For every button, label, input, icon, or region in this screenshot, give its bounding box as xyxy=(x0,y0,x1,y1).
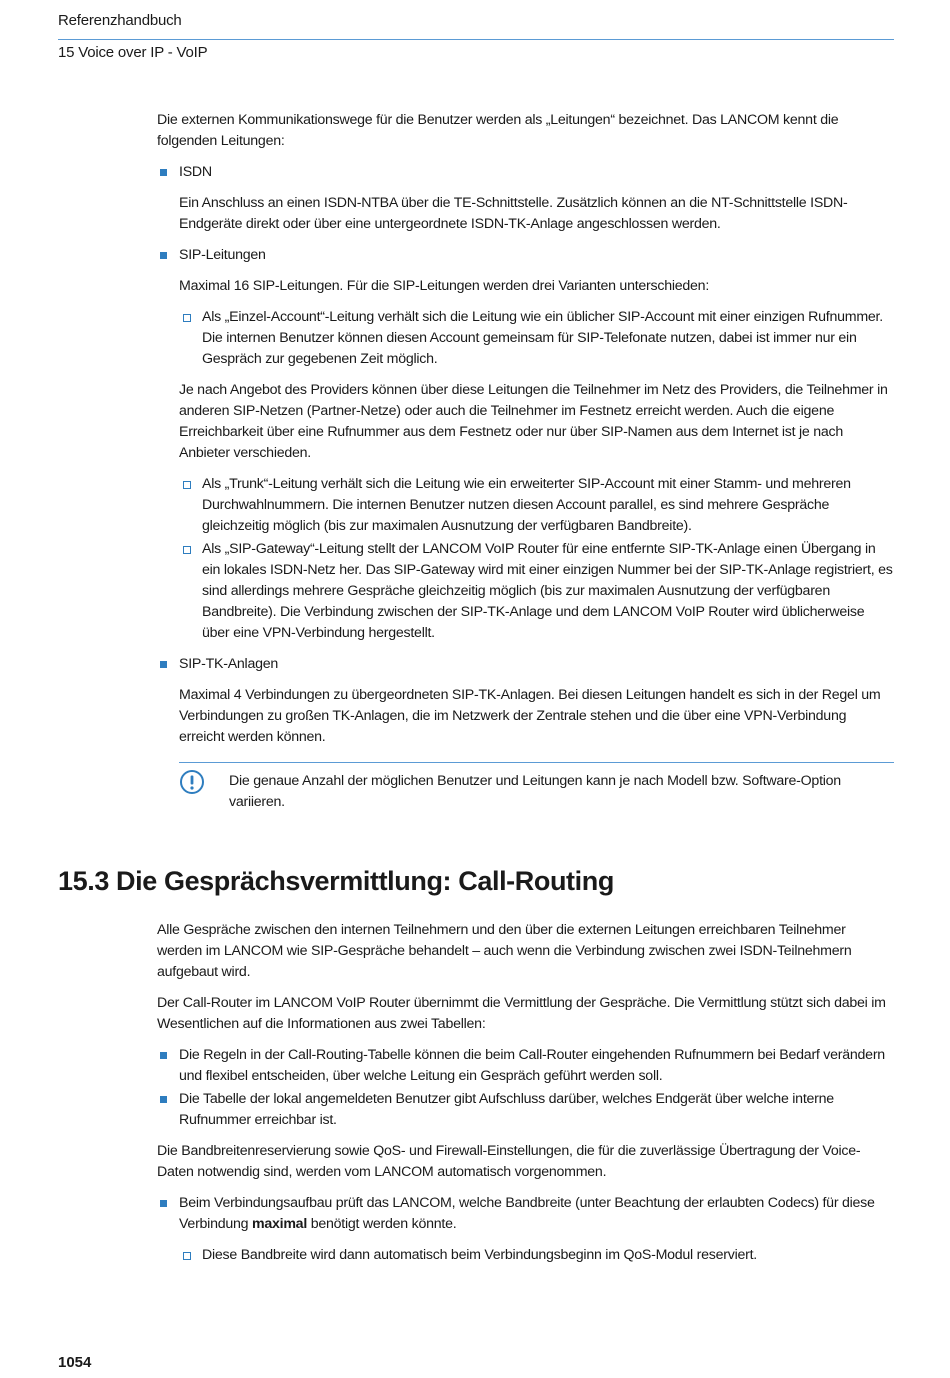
sip-title: SIP-Leitungen xyxy=(179,247,266,263)
list-item-isdn xyxy=(157,162,894,235)
header-rule xyxy=(58,39,894,40)
running-header-title: Referenzhandbuch xyxy=(58,12,182,29)
section-call-routing-body xyxy=(157,920,894,1276)
list-item-user-table: Die Tabelle der lokal angemeldeten Benutzer gibt Aufschluss darüber, welches Endgerät über welche interne Rufnummer erreichbar ist. xyxy=(157,1089,894,1131)
tables-list xyxy=(157,1045,894,1131)
list-item-bandwidth xyxy=(157,1193,894,1266)
list-item-sip xyxy=(157,245,894,644)
section-heading: 15.3 Die Gesprächsvermittlung: Call-Routing xyxy=(58,866,614,896)
info-exclamation-icon xyxy=(179,769,205,795)
intro-paragraph: Die externen Kommunikationswege für die Benutzer werden als „Leitungen“ bezeichnet. Das LANCOM kennt die folgenden Leitungen: xyxy=(157,112,839,149)
sip-variants-list-b xyxy=(179,474,894,644)
bandwidth-text-start: Beim Verbindungsaufbau prüft das LANCOM, welche Bandbreite (unter Beachtung der erlaubten Codecs) für diese Verbindung xyxy=(179,1195,875,1232)
section-lines-body xyxy=(157,110,894,813)
sip-tk-description: Maximal 4 Verbindungen zu übergeordneten SIP-TK-Anlagen. Bei diesen Leitungen handelt es sich in der Regel um Verbindungen zu großen TK-Anlagen, die im Netzwerk der Zentrale stehen und die über eine VPN-Verbindung erreicht werden können. xyxy=(179,687,881,745)
sip-variant-trunk: Als „Trunk“-Leitung verhält sich die Leitung wie ein erweiterter SIP-Account mit einer Stamm- und mehreren Durchwahlnummern. Die internen Benutzer nutzen diesen Account parallel, es sind mehrere Gespräche gleichzeitig möglich (bis zur maximalen Ausnutzung der verfügbaren Bandbreite). xyxy=(179,474,894,537)
list-item-sip-tk xyxy=(157,654,894,748)
bandwidth-text-end: benötigt werden könnte. xyxy=(307,1216,457,1232)
note-box xyxy=(179,762,894,813)
call-routing-paragraph-1: Alle Gespräche zwischen den internen Teilnehmern und den über die externen Leitungen erreichbaren Teilnehmer werden im LANCOM wie SIP-Gespräche behandelt – auch wenn die Verbindung zwischen zwei ISDN-Teilnehmern aufgebaut wird. xyxy=(157,922,852,980)
bandwidth-sublist xyxy=(179,1245,894,1266)
isdn-title: ISDN xyxy=(179,164,212,180)
isdn-description: Ein Anschluss an einen ISDN-NTBA über die TE-Schnittstelle. Zusätzlich können an die NT-Schnittstelle ISDN-Endgeräte direkt oder über eine untergeordnete ISDN-TK-Anlage angeschlossen werden. xyxy=(179,195,848,232)
bandwidth-list xyxy=(157,1193,894,1266)
lines-list xyxy=(157,162,894,748)
bandwidth-reservation-item: Diese Bandbreite wird dann automatisch beim Verbindungsbeginn im QoS-Modul reserviert. xyxy=(179,1245,894,1266)
sip-variant-gateway: Als „SIP-Gateway“-Leitung stellt der LANCOM VoIP Router für eine entfernte SIP-TK-Anlage einen Übergang in ein lokales ISDN-Netz her. Das SIP-Gateway wird mit einer einzigen Nummer bei der SIP-TK-Anlage registriert, es sind allerdings mehrere Gespräche gleichzeitig möglich (bis zur maximalen Ausnutzung der verfügbaren Bandbreite). Die Verbindung zwischen der SIP-TK-Anlage und dem LANCOM VoIP Router wird üblicherweise über eine VPN-Verbindung hergestellt. xyxy=(179,539,894,644)
running-header-chapter: 15 Voice over IP - VoIP xyxy=(58,44,208,61)
call-routing-paragraph-2: Der Call-Router im LANCOM VoIP Router übernimmt die Vermittlung der Gespräche. Die Vermittlung stützt sich dabei im Wesentlichen auf die Informationen aus zwei Tabellen: xyxy=(157,995,886,1032)
sip-description: Maximal 16 SIP-Leitungen. Für die SIP-Leitungen werden drei Varianten unterschieden: xyxy=(179,278,710,294)
sip-variants-list-a xyxy=(179,307,894,370)
page-number: 1054 xyxy=(58,1354,92,1371)
note-text: Die genaue Anzahl der möglichen Benutzer und Leitungen kann je nach Modell bzw. Software-Option variieren. xyxy=(229,773,841,810)
sip-provider-paragraph: Je nach Angebot des Providers können über diese Leitungen die Teilnehmer im Netz des Providers, die Teilnehmer in anderen SIP-Netzen (Partner-Netze) oder auch die Teilnehmer im Festnetz erreicht werden. Auch die eigene Erreichbarkeit über eine Rufnummer aus dem Festnetz oder nur über SIP-Namen aus dem Internet ist je nach Anbieter verschieden. xyxy=(179,382,888,461)
sip-tk-title: SIP-TK-Anlagen xyxy=(179,656,279,672)
call-routing-paragraph-3: Die Bandbreitenreservierung sowie QoS- und Firewall-Einstellungen, die für die zuverlässige Übertragung der Voice-Daten notwendig sind, werden vom LANCOM automatisch vorgenommen. xyxy=(157,1143,861,1180)
bandwidth-text xyxy=(179,1193,894,1235)
sip-variant-single-account: Als „Einzel-Account“-Leitung verhält sich die Leitung wie ein üblicher SIP-Account mit einer einzigen Rufnummer. Die internen Benutzer können diesen Account gemeinsam für SIP-Telefonate nutzen, dabei ist immer nur ein Gespräch zur gegebenen Zeit möglich. xyxy=(179,307,894,370)
list-item-routing-table: Die Regeln in der Call-Routing-Tabelle können die beim Call-Router eingehenden Rufnummern bei Bedarf verändern und flexibel entscheiden, über welche Leitung ein Gespräch geführt werden soll. xyxy=(157,1045,894,1087)
bandwidth-text-bold: maximal xyxy=(251,1216,308,1232)
